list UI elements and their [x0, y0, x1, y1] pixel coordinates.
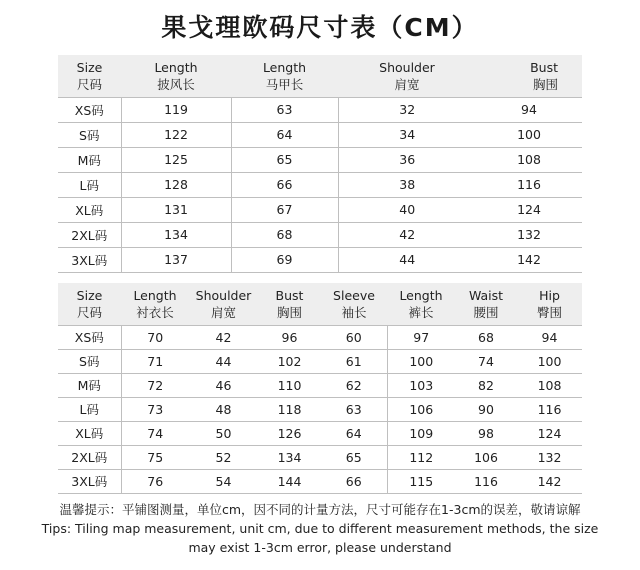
header-label-cn: 肩宽: [210, 304, 236, 320]
header-label-en: Size: [76, 287, 103, 303]
measurement-cell: 48: [189, 397, 258, 421]
size-label-cell: 2XL码: [58, 445, 121, 469]
measurement-cell: 44: [189, 349, 258, 373]
header-cell: [476, 55, 582, 97]
header-label-en: Hip: [539, 287, 560, 303]
measurement-cell: 67: [231, 197, 338, 222]
size-label-cell: 2XL码: [58, 222, 121, 247]
measurement-cell: 98: [455, 421, 517, 445]
measurement-cell: 116: [476, 172, 582, 197]
measurement-cell: 131: [121, 197, 231, 222]
measurement-cell: 115: [387, 469, 455, 493]
measurement-cell: 38: [338, 172, 476, 197]
measurement-cell: 108: [476, 147, 582, 172]
measurement-cell: 46: [189, 373, 258, 397]
table-row: [58, 349, 582, 373]
measurement-cell: 65: [321, 445, 387, 469]
header-label-en: Size: [76, 59, 103, 75]
measurement-cell: 60: [321, 325, 387, 349]
header-cell: [121, 55, 231, 97]
measurement-cell: 100: [387, 349, 455, 373]
table-row: [58, 397, 582, 421]
header-cell: [258, 283, 321, 325]
header-label-cn: 臀围: [536, 304, 562, 320]
measurement-cell: 42: [338, 222, 476, 247]
measurement-cell: 122: [121, 122, 231, 147]
measurement-cell: 119: [121, 97, 231, 122]
size-table-shirt-pants: [58, 283, 582, 494]
table-row: [58, 97, 582, 122]
header-label-cn: 腰围: [473, 304, 499, 320]
measurement-cell: 63: [321, 397, 387, 421]
header-label-en: Waist: [468, 287, 504, 303]
measurement-cell: 116: [455, 469, 517, 493]
measurement-cell: 118: [258, 397, 321, 421]
tips-note: [0, 500, 640, 557]
size-label-cell: L码: [58, 172, 121, 197]
header-cell: [58, 283, 121, 325]
measurement-cell: 90: [455, 397, 517, 421]
measurement-cell: 52: [189, 445, 258, 469]
measurement-cell: 63: [231, 97, 338, 122]
measurement-cell: 96: [258, 325, 321, 349]
table-row: [58, 172, 582, 197]
header-label-en: Length: [133, 287, 177, 303]
measurement-cell: 94: [476, 97, 582, 122]
header-cell: [231, 55, 338, 97]
size-label-cell: L码: [58, 397, 121, 421]
header-cell: [121, 283, 189, 325]
measurement-cell: 68: [231, 222, 338, 247]
measurement-cell: 106: [455, 445, 517, 469]
measurement-cell: 132: [476, 222, 582, 247]
header-label-cn: 裤长: [408, 304, 434, 320]
header-label-en: Shoulder: [195, 287, 252, 303]
size-label-cell: M码: [58, 373, 121, 397]
measurement-cell: 72: [121, 373, 189, 397]
measurement-cell: 134: [258, 445, 321, 469]
measurement-cell: 70: [121, 325, 189, 349]
measurement-cell: 42: [189, 325, 258, 349]
measurement-cell: 50: [189, 421, 258, 445]
measurement-cell: 128: [121, 172, 231, 197]
table-row: [58, 421, 582, 445]
measurement-cell: 125: [121, 147, 231, 172]
measurement-cell: 100: [476, 122, 582, 147]
measurement-cell: 68: [455, 325, 517, 349]
table-row: [58, 222, 582, 247]
measurement-cell: 71: [121, 349, 189, 373]
header-cell: [387, 283, 455, 325]
header-label-en: Bust: [530, 59, 558, 75]
measurement-cell: 110: [258, 373, 321, 397]
header-cell: [455, 283, 517, 325]
measurement-cell: 66: [321, 469, 387, 493]
measurement-cell: 142: [517, 469, 582, 493]
header-label-cn: 袖长: [341, 304, 367, 320]
measurement-cell: 116: [517, 397, 582, 421]
measurement-cell: 74: [121, 421, 189, 445]
measurement-cell: 100: [517, 349, 582, 373]
measurement-cell: 65: [231, 147, 338, 172]
measurement-cell: 54: [189, 469, 258, 493]
header-label-en: Length: [154, 59, 198, 75]
header-label-cn: 尺码: [76, 304, 102, 320]
size-label-cell: XS码: [58, 97, 121, 122]
measurement-cell: 144: [258, 469, 321, 493]
table-row: [58, 469, 582, 493]
tips-cn: 温馨提示：平铺图测量，单位cm，因不同的计量方法，尺寸可能存在1-3cm的误差，敬请谅解: [59, 502, 581, 517]
table-row: [58, 445, 582, 469]
header-label-cn: 尺码: [76, 76, 102, 92]
size-label-cell: XS码: [58, 325, 121, 349]
measurement-cell: 137: [121, 247, 231, 272]
measurement-cell: 64: [321, 421, 387, 445]
measurement-cell: 124: [476, 197, 582, 222]
measurement-cell: 82: [455, 373, 517, 397]
header-cell: [189, 283, 258, 325]
measurement-cell: 97: [387, 325, 455, 349]
measurement-cell: 69: [231, 247, 338, 272]
measurement-cell: 112: [387, 445, 455, 469]
measurement-cell: 124: [517, 421, 582, 445]
measurement-cell: 74: [455, 349, 517, 373]
header-label-en: Shoulder: [379, 59, 435, 75]
header-cell: [58, 55, 121, 97]
size-label-cell: M码: [58, 147, 121, 172]
table-row: [58, 122, 582, 147]
measurement-cell: 108: [517, 373, 582, 397]
table-row: [58, 247, 582, 272]
table-row: [58, 325, 582, 349]
measurement-cell: 32: [338, 97, 476, 122]
size-label-cell: 3XL码: [58, 469, 121, 493]
measurement-cell: 64: [231, 122, 338, 147]
measurement-cell: 134: [121, 222, 231, 247]
page-title: 果戈理欧码尺寸表（CM）: [161, 13, 479, 42]
measurement-cell: 40: [338, 197, 476, 222]
header-cell: [321, 283, 387, 325]
table-row: [58, 197, 582, 222]
header-label-cn: 衬衣长: [136, 304, 174, 320]
measurement-cell: 61: [321, 349, 387, 373]
header-label-en: Bust: [275, 287, 304, 303]
measurement-cell: 132: [517, 445, 582, 469]
measurement-cell: 75: [121, 445, 189, 469]
measurement-cell: 76: [121, 469, 189, 493]
header-label-cn: 胸围: [276, 304, 302, 320]
header-cell: [338, 55, 476, 97]
size-label-cell: XL码: [58, 421, 121, 445]
measurement-cell: 66: [231, 172, 338, 197]
measurement-cell: 62: [321, 373, 387, 397]
size-table-cape-vest: [58, 55, 582, 273]
table-header-row: [58, 283, 582, 325]
tips-en-line2: may exist 1-3cm error, please understand: [188, 540, 452, 555]
size-label-cell: S码: [58, 122, 121, 147]
header-label-en: Sleeve: [333, 287, 375, 303]
size-label-cell: 3XL码: [58, 247, 121, 272]
measurement-cell: 103: [387, 373, 455, 397]
header-label-cn: 胸围: [532, 76, 558, 92]
measurement-cell: 36: [338, 147, 476, 172]
measurement-cell: 106: [387, 397, 455, 421]
header-label-cn: 肩宽: [394, 76, 420, 92]
measurement-cell: 109: [387, 421, 455, 445]
measurement-cell: 102: [258, 349, 321, 373]
table-row: [58, 373, 582, 397]
measurement-cell: 142: [476, 247, 582, 272]
measurement-cell: 126: [258, 421, 321, 445]
size-label-cell: XL码: [58, 197, 121, 222]
measurement-cell: 73: [121, 397, 189, 421]
measurement-cell: 34: [338, 122, 476, 147]
measurement-cell: 44: [338, 247, 476, 272]
header-cell: [517, 283, 582, 325]
header-label-cn: 马甲长: [265, 76, 304, 92]
table-header-row: [58, 55, 582, 97]
header-label-en: Length: [262, 59, 307, 75]
table-row: [58, 147, 582, 172]
header-label-cn: 披风长: [157, 76, 195, 92]
tips-en-line1: Tips: Tiling map measurement, unit cm, due to different measurement methods, the size: [41, 521, 599, 536]
measurement-cell: 94: [517, 325, 582, 349]
size-label-cell: S码: [58, 349, 121, 373]
header-label-en: Length: [399, 287, 443, 303]
